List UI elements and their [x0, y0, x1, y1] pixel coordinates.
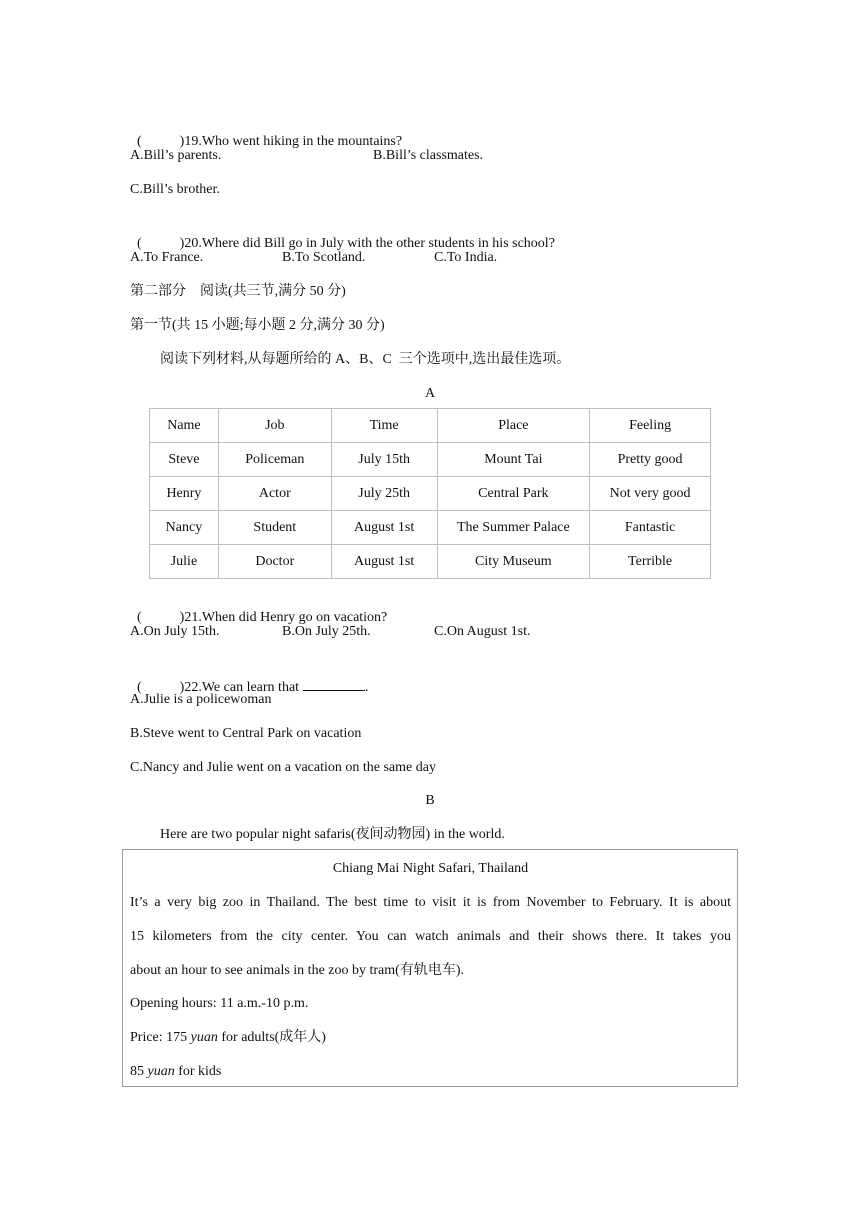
q19-option-b: B.Bill’s classmates.	[373, 148, 484, 163]
q20-option-a: A.To France.	[130, 250, 204, 265]
answer-paren: (	[137, 610, 142, 625]
passage-b-intro: Here are two popular night safaris(夜间动物园) in the world.	[160, 827, 505, 842]
table-header-cell: Time	[331, 409, 437, 443]
table-cell: Fantastic	[590, 511, 711, 545]
table-cell: July 25th	[331, 477, 437, 511]
table-cell: August 1st	[331, 545, 437, 579]
table-cell: Student	[218, 511, 331, 545]
safari-title: Chiang Mai Night Safari, Thailand	[332, 861, 529, 876]
price-kids: 85 yuan for kids	[130, 1064, 222, 1079]
table-row	[150, 443, 711, 477]
table-cell: Actor	[218, 477, 331, 511]
q19-option-a: A.Bill’s parents.	[130, 148, 222, 163]
table-row	[150, 477, 711, 511]
safari-desc-line: about an hour to see animals in the zoo by tram(有轨电车).	[130, 963, 464, 978]
passage-a-label: A	[424, 386, 436, 401]
q22-option-a: A.Julie is a policewoman	[130, 692, 272, 707]
safari-info-box	[122, 849, 738, 1087]
section-heading: 第一节(共 15 小题;每小题 2 分,满分 30 分)	[130, 318, 385, 333]
answer-blank	[303, 676, 365, 691]
answer-paren: (	[137, 236, 142, 251]
table-cell: August 1st	[331, 511, 437, 545]
price-adults: Price: 175 yuan for adults(成年人)	[130, 1030, 326, 1045]
table-cell: Henry	[150, 477, 219, 511]
table-cell: Doctor	[218, 545, 331, 579]
q21-option-b: B.On July 25th.	[282, 624, 371, 639]
table-header-cell: Place	[437, 409, 590, 443]
safari-desc-line: It’s a very big zoo in Thailand. The best time to visit it is from November to February. It is about	[130, 895, 731, 910]
table-cell: City Museum	[437, 545, 590, 579]
table-cell: Pretty good	[590, 443, 711, 477]
table-row	[150, 511, 711, 545]
q20-stem: ( )20.Where did Bill go in July with the other students in his school?	[137, 236, 555, 251]
q19-stem: ( )19.Who went hiking in the mountains?	[137, 134, 403, 149]
table-cell: Nancy	[150, 511, 219, 545]
table-cell: Terrible	[590, 545, 711, 579]
table-header-cell: Name	[150, 409, 219, 443]
table-cell: Mount Tai	[437, 443, 590, 477]
q22-option-b: B.Steve went to Central Park on vacation	[130, 726, 362, 741]
table-cell: Central Park	[437, 477, 590, 511]
instruction-text: 阅读下列材料,从每题所给的 A、B、C 三个选项中,选出最佳选项。	[160, 352, 571, 367]
table-header-row	[150, 409, 711, 443]
q20-option-b: B.To Scotland.	[282, 250, 366, 265]
q19-option-c: C.Bill’s brother.	[130, 182, 220, 197]
currency-unit: yuan	[190, 1030, 218, 1045]
table-header-cell: Job	[218, 409, 331, 443]
currency-unit: yuan	[147, 1064, 175, 1079]
table-cell: Not very good	[590, 477, 711, 511]
answer-paren: (	[137, 680, 142, 695]
table-cell: July 15th	[331, 443, 437, 477]
table-cell: Julie	[150, 545, 219, 579]
safari-desc-line: 15 kilometers from the city center. You can watch animals and their shows there. It takes you	[130, 929, 731, 944]
part-heading: 第二部分 阅读(共三节,满分 50 分)	[130, 284, 346, 299]
q21-option-a: A.On July 15th.	[130, 624, 220, 639]
opening-hours: Opening hours: 11 a.m.-10 p.m.	[130, 996, 309, 1011]
q21-option-c: C.On August 1st.	[434, 624, 531, 639]
vacation-table	[149, 408, 711, 579]
table-cell: The Summer Palace	[437, 511, 590, 545]
q22-option-c: C.Nancy and Julie went on a vacation on the same day	[130, 760, 436, 775]
passage-b-label: B	[425, 793, 435, 808]
table-cell: Policeman	[218, 443, 331, 477]
q20-option-c: C.To India.	[434, 250, 498, 265]
table-cell: Steve	[150, 443, 219, 477]
q22-stem: ( )22.We can learn that .	[130, 656, 369, 698]
table-header-cell: Feeling	[590, 409, 711, 443]
answer-paren: (	[137, 134, 142, 149]
table-row	[150, 545, 711, 579]
q21-stem: ( )21.When did Henry go on vacation?	[137, 610, 388, 625]
